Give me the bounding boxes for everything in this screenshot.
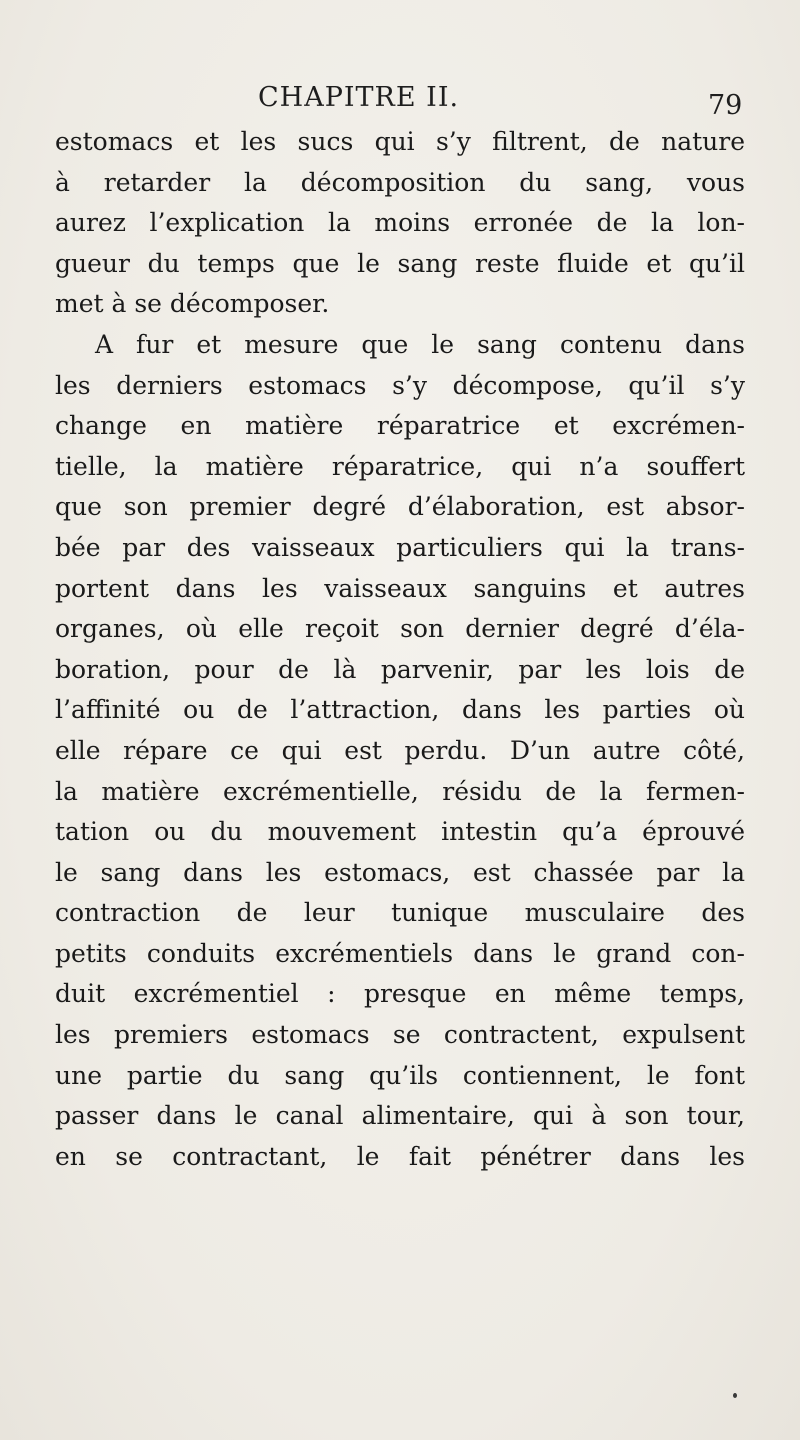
text-line: l’affinité ou de l’attraction, dans les parties où [55, 695, 745, 725]
text-line: duit excrémentiel : presque en même temps, [55, 979, 745, 1009]
body-text [55, 122, 745, 1177]
text-line: A fur et mesure que le sang contenu dans [95, 329, 745, 359]
text-line: une partie du sang qu’ils contiennent, le font [55, 1060, 745, 1090]
text-line: change en matière réparatrice et excrémen- [55, 411, 745, 441]
text-line: à retarder la décomposition du sang, vous [55, 167, 745, 197]
text-line: contraction de leur tunique musculaire des [55, 898, 745, 928]
text-line: met à se décomposer. [55, 289, 330, 319]
ink-speck [733, 1393, 737, 1398]
text-line: les derniers estomacs s’y décompose, qu’il s’y [55, 370, 745, 400]
text-line: organes, où elle reçoit son dernier degré d’éla- [55, 614, 745, 644]
text-line: passer dans le canal alimentaire, qui à son tour, [55, 1101, 745, 1131]
text-line: gueur du temps que le sang reste fluide et qu’il [55, 248, 745, 278]
text-line: elle répare ce qui est perdu. D’un autre côté, [55, 735, 745, 765]
text-line: tielle, la matière réparatrice, qui n’a souffert [55, 451, 745, 481]
text-line: la matière excrémentielle, résidu de la fermen- [55, 776, 745, 806]
text-line: en se contractant, le fait pénétrer dans les [55, 1141, 745, 1171]
text-line: estomacs et les sucs qui s’y filtrent, de nature [55, 127, 745, 156]
text-line: tation ou du mouvement intestin qu’a éprouvé [55, 817, 745, 847]
text-line: les premiers estomacs se contractent, expulsent [55, 1020, 745, 1050]
text-line: que son premier degré d’élaboration, est absor- [55, 492, 745, 522]
text-line: boration, pour de là parvenir, par les lois de [55, 654, 745, 684]
running-head: CHAPITRE II. [258, 82, 460, 113]
text-line: aurez l’explication la moins erronée de la lon- [55, 208, 745, 238]
text-line: portent dans les vaisseaux sanguins et autres [55, 573, 745, 603]
page-number: 79 [708, 90, 743, 121]
text-line: petits conduits excrémentiels dans le grand con- [55, 938, 745, 968]
text-line: bée par des vaisseaux particuliers qui la trans- [55, 532, 745, 562]
text-line: le sang dans les estomacs, est chassée par la [55, 857, 745, 887]
